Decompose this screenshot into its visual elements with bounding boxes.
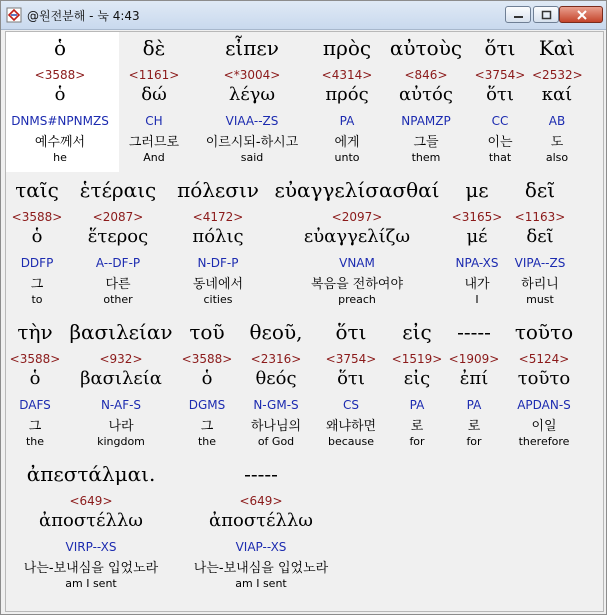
parsing-code[interactable]: VIAP--XS <box>235 540 287 554</box>
maximize-button[interactable] <box>533 6 559 23</box>
lemma: εὐαγγελίζω <box>303 226 411 247</box>
greek-word: τὴν <box>17 320 53 344</box>
maximize-icon <box>541 10 553 20</box>
greek-word: δὲ <box>142 36 166 60</box>
lemma: καί <box>541 84 573 105</box>
parsing-code[interactable]: DAFS <box>19 398 51 412</box>
korean-gloss: 로 <box>467 419 481 434</box>
english-gloss: unto <box>334 151 360 164</box>
korean-gloss: 그 <box>200 419 214 434</box>
strong-number[interactable]: <2316> <box>250 352 302 366</box>
greek-word: δεῖ <box>524 178 556 202</box>
korean-gloss: 예수께서 <box>34 135 86 150</box>
strong-number[interactable]: <1161> <box>128 68 180 82</box>
korean-gloss: 나는-보내심을 입었노라 <box>193 561 329 576</box>
lemma: ὁ <box>201 368 213 389</box>
lemma: ἀποστέλλω <box>39 510 143 531</box>
korean-gloss: 하리니 <box>521 277 559 292</box>
english-gloss: And <box>143 151 165 164</box>
english-gloss: because <box>327 435 374 448</box>
lemma: πόλις <box>192 226 244 247</box>
strong-number[interactable]: <3588> <box>181 352 233 366</box>
english-gloss: to <box>31 293 43 306</box>
english-gloss: am I sent <box>235 577 287 590</box>
english-gloss: that <box>488 151 512 164</box>
lemma: βασιλεία <box>80 368 162 389</box>
strong-number[interactable]: <3588> <box>34 68 86 82</box>
lemma: ὁ <box>54 84 66 105</box>
english-gloss: preach <box>338 293 376 306</box>
close-icon <box>576 10 588 20</box>
greek-word: θεοῦ, <box>249 320 303 344</box>
english-gloss: for <box>409 435 425 448</box>
parsing-code[interactable]: N-GM-S <box>253 398 299 412</box>
parsing-code[interactable]: VIAA--ZS <box>225 114 279 128</box>
korean-gloss: 그 <box>30 277 44 292</box>
parsing-code[interactable]: PA <box>339 114 355 128</box>
verse-line-4 <box>6 460 603 602</box>
korean-gloss: 복음을 전하여야 <box>310 277 404 292</box>
greek-word: πόλεσιν <box>177 178 259 202</box>
greek-word: Καὶ <box>538 36 576 60</box>
english-gloss: the <box>25 435 45 448</box>
lemma: ὅτι <box>337 368 365 389</box>
korean-gloss: 그러므로 <box>128 135 180 150</box>
greek-word: βασιλείαν <box>69 320 173 344</box>
strong-number[interactable]: <4314> <box>321 68 373 82</box>
strong-number[interactable]: <1163> <box>514 210 566 224</box>
window-title: @원전분해 - 눅 4:43 <box>27 9 140 23</box>
strong-number[interactable]: <3588> <box>9 352 61 366</box>
greek-word: ὅτι <box>335 320 367 344</box>
parsing-code[interactable]: AB <box>548 114 566 128</box>
lemma: ὅτι <box>486 84 514 105</box>
strong-number[interactable]: <649> <box>69 494 113 508</box>
english-gloss: he <box>53 151 67 164</box>
korean-gloss: 에게 <box>334 135 360 150</box>
korean-gloss: 이는 <box>487 135 513 150</box>
greek-word: τοῦτο <box>514 320 574 344</box>
english-gloss: I <box>475 293 479 306</box>
greek-word: ἀπεστάλμαι. <box>26 462 156 486</box>
lemma: ὁ <box>29 368 41 389</box>
greek-word: με <box>465 178 489 202</box>
strong-number[interactable]: <649> <box>239 494 283 508</box>
strong-number[interactable]: <846> <box>404 68 448 82</box>
parsing-code[interactable]: PA <box>466 398 482 412</box>
lemma: δώ <box>141 84 167 105</box>
korean-gloss: 나는-보내심을 입었노라 <box>23 561 159 576</box>
korean-gloss: 내가 <box>464 277 490 292</box>
strong-number[interactable]: <3588> <box>11 210 63 224</box>
app-logo-icon <box>6 7 22 23</box>
korean-gloss: 그들 <box>413 135 439 150</box>
strong-number[interactable]: <2097> <box>331 210 383 224</box>
english-gloss: kingdom <box>97 435 145 448</box>
lemma: θεός <box>255 368 297 389</box>
strong-number[interactable]: <932> <box>99 352 143 366</box>
parsing-code[interactable]: VIPA--ZS <box>514 256 566 270</box>
parsing-code[interactable]: PA <box>409 398 425 412</box>
korean-gloss: 동네에서 <box>192 277 244 292</box>
english-gloss: for <box>466 435 482 448</box>
korean-gloss: 이일 <box>531 419 557 434</box>
greek-word: ἑτέραις <box>79 178 157 202</box>
strong-number[interactable]: <*3004> <box>223 68 281 82</box>
korean-gloss: 도 <box>550 135 564 150</box>
lemma: εἰς <box>403 368 431 389</box>
english-gloss: other <box>103 293 133 306</box>
strong-number[interactable]: <2087> <box>92 210 144 224</box>
greek-word: ----- <box>457 320 491 344</box>
parsing-code[interactable]: CS <box>343 398 359 412</box>
korean-gloss: 로 <box>410 419 424 434</box>
korean-gloss: 다른 <box>105 277 131 292</box>
lemma: ἐπί <box>459 368 489 389</box>
parsing-code[interactable]: A--DF-P <box>95 256 141 270</box>
korean-gloss: 왜냐하면 <box>325 419 377 434</box>
english-gloss: said <box>240 151 264 164</box>
lemma: τοῦτο <box>517 368 571 389</box>
verse-line-1 <box>6 34 603 176</box>
strong-number[interactable]: <3754> <box>325 352 377 366</box>
strong-number[interactable]: <2532> <box>532 68 583 82</box>
parsing-code[interactable]: VNAM <box>339 256 375 270</box>
parsing-code[interactable]: NPA-XS <box>455 256 499 270</box>
parsing-code[interactable]: DGMS <box>188 398 226 412</box>
parsing-code[interactable]: APDAN-S <box>517 398 571 412</box>
lemma: ὁ <box>31 226 43 247</box>
parsing-code[interactable]: CH <box>145 114 163 128</box>
strong-number[interactable]: <5124> <box>518 352 570 366</box>
greek-word: ταῖς <box>15 178 59 202</box>
greek-word: ----- <box>244 462 278 486</box>
english-gloss: also <box>545 151 569 164</box>
english-gloss: of God <box>257 435 295 448</box>
greek-word: εὐαγγελίσασθαί <box>274 178 440 202</box>
parsing-code[interactable]: CC <box>491 114 509 128</box>
lemma: μέ <box>466 226 488 247</box>
lemma: λέγω <box>228 84 276 105</box>
lemma: ἀποστέλλω <box>209 510 313 531</box>
greek-word: ὅτι <box>484 36 516 60</box>
greek-word: αὐτοὺς <box>389 36 463 60</box>
parsing-code[interactable]: DNMS#NPNMZS <box>11 114 109 128</box>
verse-line-3 <box>6 318 603 460</box>
english-gloss: must <box>526 293 554 306</box>
parsing-code[interactable]: N-DF-P <box>197 256 239 270</box>
verse-line-2 <box>6 176 603 318</box>
strong-number[interactable]: <1909> <box>448 352 500 366</box>
lemma: δεῖ <box>526 226 554 247</box>
korean-gloss: 그 <box>28 419 42 434</box>
strong-number[interactable]: <1519> <box>391 352 443 366</box>
strong-number[interactable]: <3165> <box>451 210 503 224</box>
greek-word: τοῦ <box>189 320 225 344</box>
parsing-code[interactable]: N-AF-S <box>100 398 142 412</box>
minimize-button[interactable] <box>505 6 531 23</box>
greek-word: εἰς <box>402 320 432 344</box>
english-gloss: the <box>197 435 217 448</box>
lemma: ἕτερος <box>87 226 149 247</box>
english-gloss: therefore <box>518 435 570 448</box>
greek-word: πρὸς <box>322 36 372 60</box>
strong-number[interactable]: <4172> <box>192 210 244 224</box>
english-gloss: am I sent <box>65 577 117 590</box>
parsing-code[interactable]: NPAMZP <box>401 114 451 128</box>
korean-gloss: 하나님의 <box>250 419 302 434</box>
lemma: πρός <box>325 84 369 105</box>
strong-number[interactable]: <3754> <box>474 68 526 82</box>
parsing-code[interactable]: DDFP <box>20 256 54 270</box>
parsing-code[interactable]: VIRP--XS <box>65 540 117 554</box>
greek-word: ὁ <box>53 36 67 60</box>
close-button[interactable] <box>559 6 603 23</box>
english-gloss: cities <box>203 293 233 306</box>
minimize-icon <box>513 10 525 20</box>
korean-gloss: 나라 <box>108 419 134 434</box>
title-bar[interactable] <box>1 1 606 30</box>
greek-word: εἶπεν <box>225 36 279 60</box>
korean-gloss: 이르시되-하시고 <box>205 135 299 150</box>
english-gloss: them <box>411 151 441 164</box>
interlinear-view[interactable] <box>5 31 604 612</box>
lemma: αὐτός <box>399 84 453 105</box>
